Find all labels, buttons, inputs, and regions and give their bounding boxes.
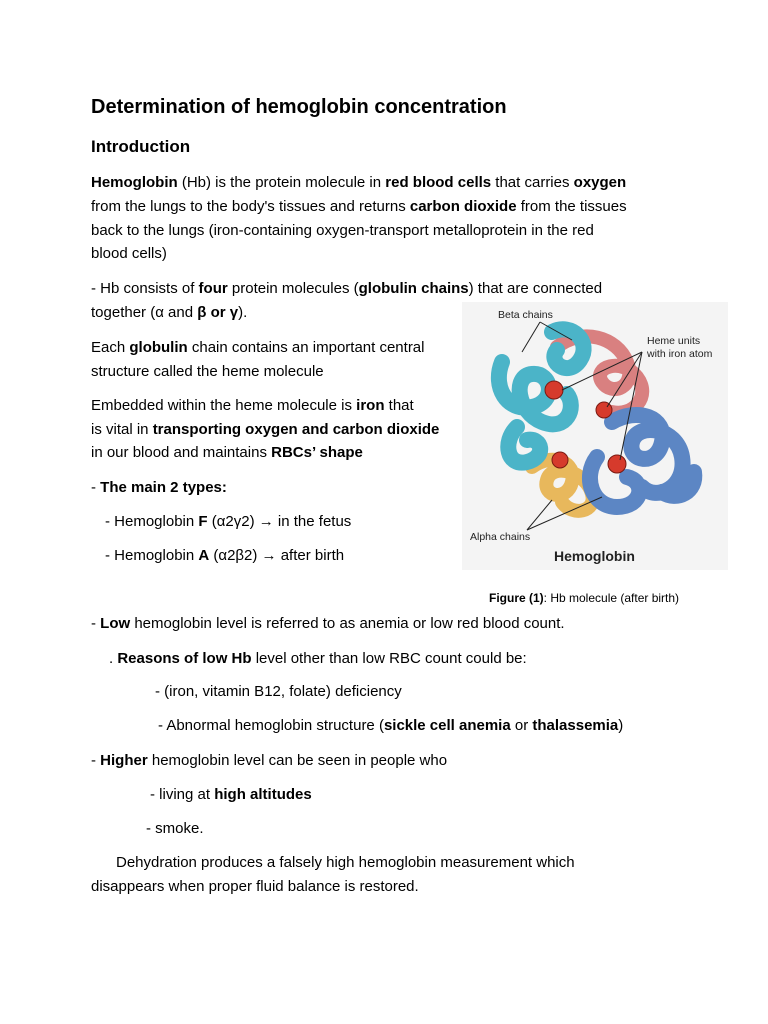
high-line3: - smoke. (146, 820, 204, 837)
figure-title: Hemoglobin (554, 548, 635, 564)
type-hb-f: - Hemoglobin F (α2γ2) → in the fetus (105, 513, 352, 530)
alpha-chain-blue (590, 415, 694, 507)
low-line4: - Abnormal hemoglobin structure (sickle cell anemia or thalassemia) (158, 717, 624, 734)
page-title: Determination of hemoglobin concentration (91, 96, 507, 118)
hemoglobin-molecule-illustration (462, 302, 728, 570)
low-line2: . Reasons of low Hb level other than low RBC count could be: (109, 650, 527, 667)
beta-chains-label: Beta chains (498, 309, 553, 321)
para4-line2: is vital in transporting oxygen and carbon dioxide (91, 421, 440, 438)
dehydration-line2: disappears when proper fluid balance is restored. (91, 878, 419, 895)
heme-units-label-line2: with iron atom (647, 348, 713, 360)
high-line2: - living at high altitudes (150, 786, 312, 803)
arrow-right-icon: → (258, 513, 274, 530)
hemoglobin-figure (462, 302, 728, 570)
dehydration-line1: Dehydration produces a falsely high hemoglobin measurement which (116, 854, 575, 871)
para3-line1: Each globulin chain contains an important central (91, 339, 425, 356)
types-heading: - The main 2 types: (91, 479, 227, 496)
para4-line3: in our blood and maintains RBCs’ shape (91, 444, 363, 461)
beta-chain-teal (499, 329, 584, 462)
para2-line2: together (α and β or γ). (91, 304, 248, 321)
high-line1: - Higher hemoglobin level can be seen in people who (91, 752, 448, 769)
para4-line1: Embedded within the heme molecule is iron that (91, 397, 414, 414)
para2-line1: - Hb consists of four protein molecules (globulin chains) that are connected (91, 280, 603, 297)
para1-line2: from the lungs to the body's tissues and returns carbon dioxide from the tissues (91, 198, 627, 215)
heme-units-label: Heme units (647, 335, 701, 347)
figure-caption: Figure (1): Hb molecule (after birth) (489, 591, 680, 605)
para1-line4: blood cells) (91, 245, 167, 262)
alpha-chains-label: Alpha chains (470, 531, 531, 543)
low-line1: - Low hemoglobin level is referred to as anemia or low red blood count. (91, 615, 565, 632)
arrow-right-icon: → (261, 547, 277, 564)
para1-line1: Hemoglobin (Hb) is the protein molecule in red blood cells that carries oxygen (91, 174, 627, 191)
para3-line2: structure called the heme molecule (91, 363, 324, 380)
section-heading-introduction: Introduction (91, 137, 191, 156)
para1-line3: back to the lungs (iron-containing oxygen-transport metalloprotein in the red (91, 222, 594, 239)
type-hb-a: - Hemoglobin A (α2β2) → after birth (105, 547, 345, 564)
low-line3: - (iron, vitamin B12, folate) deficiency (155, 683, 402, 700)
